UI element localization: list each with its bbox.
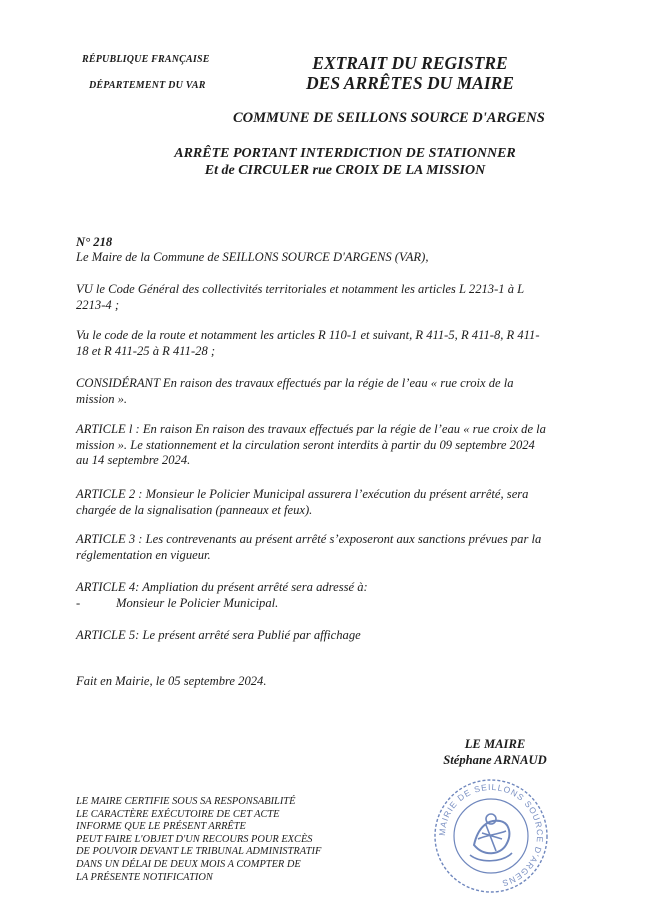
considerant-line1: CONSIDÉRANT En raison des travaux effectués par la régie de l’eau « rue croix de la	[76, 376, 514, 390]
departement-label: DÉPARTEMENT DU VAR	[89, 80, 206, 91]
article3-line1: ARTICLE 3 : Les contrevenants au présent arrêté s’exposeront aux sanctions prévues par la	[76, 532, 542, 546]
date-line: Fait en Mairie, le 05 septembre 2024.	[76, 674, 267, 688]
subject-line1: ARRÊTE PORTANT INTERDICTION DE STATIONNER	[174, 146, 516, 161]
legal-notice	[76, 796, 321, 884]
vu2-line2: 18 et R 411-25 à R 411-28 ;	[76, 343, 216, 358]
decree-subject	[90, 145, 600, 179]
article-1	[76, 422, 546, 469]
article1-line2: mission ». Le stationnement et la circulation seront interdits à partir du 09 septembre 2024	[76, 437, 535, 452]
vu-code-route	[76, 328, 540, 359]
legal-line: LA PRÉSENTE NOTIFICATION	[76, 871, 213, 883]
register-title-line1: EXTRAIT DU REGISTRE	[312, 53, 508, 73]
register-title	[290, 53, 530, 93]
article-3	[76, 532, 541, 563]
legal-line: DE POUVOIR DEVANT LE TRIBUNAL ADMINISTRATIF	[76, 846, 322, 858]
signature-role: LE MAIRE	[464, 737, 526, 751]
article2-line2: chargée de la signalisation (panneaux et feux).	[76, 502, 313, 517]
republique-label: RÉPUBLIQUE FRANÇAISE	[82, 54, 210, 65]
legal-line: LE CARACTÈRE EXÉCUTOIRE DE CET ACTE	[76, 808, 280, 820]
considerant-line2: mission ».	[76, 391, 128, 406]
decree-number: N° 218	[76, 235, 113, 249]
mayor-line-text: Le Maire de la Commune de SEILLONS SOURCE D'ARGENS (VAR),	[76, 250, 429, 264]
subject-line2: Et de CIRCULER rue CROIX DE LA MISSION	[204, 163, 486, 178]
legal-line: INFORME QUE LE PRÉSENT ARRÊTE	[76, 821, 246, 833]
article4-dash: -	[76, 596, 81, 610]
commune-name: COMMUNE DE SEILLONS SOURCE D'ARGENS	[233, 110, 545, 126]
article-4	[76, 580, 368, 596]
article1-line1: ARTICLE l : En raison En raison des travaux effectués par la régie de l’eau « rue croix de la	[76, 422, 546, 436]
article3-line2: réglementation en vigueur.	[76, 547, 211, 562]
legal-line: LE MAIRE CERTIFIE SOUS SA RESPONSABILITÉ	[76, 796, 296, 807]
official-stamp	[430, 775, 552, 897]
stamp-text: MAIRIE DE SEILLONS SOURCE D'ARGENS	[436, 781, 546, 889]
article4-recipient: Monsieur le Policier Municipal.	[116, 596, 279, 610]
signature-block	[420, 736, 570, 768]
legal-line: DANS UN DÉLAI DE DEUX MOIS A COMPTER DE	[76, 858, 301, 870]
mayor-line	[76, 250, 428, 266]
stamp-seal-icon	[430, 775, 552, 897]
article2-line1: ARTICLE 2 : Monsieur le Policier Municipal assurera l’exécution du présent arrêté, sera	[76, 487, 529, 501]
article-5: ARTICLE 5: Le présent arrêté sera Publié par affichage	[76, 628, 361, 642]
register-title-line2: DES ARRÊTES DU MAIRE	[306, 73, 514, 93]
article1-line3: au 14 septembre 2024.	[76, 453, 191, 467]
vu-code-general	[76, 282, 524, 313]
article-2	[76, 487, 528, 518]
signature-name: Stéphane ARNAUD	[443, 753, 547, 767]
considerant	[76, 376, 514, 407]
legal-line: PEUT FAIRE L'OBJET D'UN RECOURS POUR EXCÈS	[76, 833, 313, 845]
vu1-line1: VU le Code Général des collectivités territoriales et notamment les articles L 2213-1 à L	[76, 282, 525, 296]
vu2-line1: Vu le code de la route et notamment les articles R 110-1 et suivant, R 411-5, R 411-8, R 411-	[76, 328, 540, 342]
article4-line1: ARTICLE 4: Ampliation du présent arrêté sera adressé à:	[76, 580, 368, 594]
vu1-line2: 2213-4 ;	[76, 297, 120, 312]
